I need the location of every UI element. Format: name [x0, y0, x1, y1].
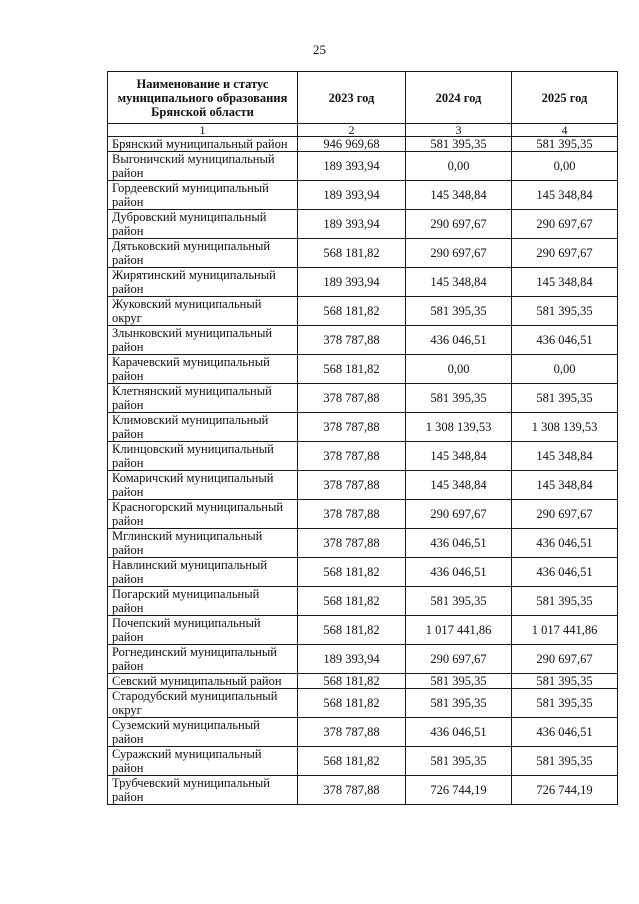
municipality-name: Навлинский муниципальный район	[108, 558, 298, 587]
table-header	[108, 72, 618, 137]
table-row	[108, 616, 618, 645]
value-2024: 581 395,35	[406, 747, 512, 776]
municipality-name: Гордеевский муниципальный район	[108, 181, 298, 210]
value-2025: 145 348,84	[512, 181, 618, 210]
value-2024: 726 744,19	[406, 776, 512, 805]
value-2023: 189 393,94	[298, 152, 406, 181]
value-2023: 378 787,88	[298, 776, 406, 805]
value-2024: 1 308 139,53	[406, 413, 512, 442]
value-2025: 581 395,35	[512, 747, 618, 776]
value-2025: 436 046,51	[512, 529, 618, 558]
value-2025: 581 395,35	[512, 297, 618, 326]
header-2025: 2025 год	[512, 72, 618, 124]
table-row	[108, 471, 618, 500]
value-2024: 581 395,35	[406, 297, 512, 326]
value-2024: 581 395,35	[406, 587, 512, 616]
table-row	[108, 645, 618, 674]
table-row	[108, 137, 618, 152]
value-2025: 1 017 441,86	[512, 616, 618, 645]
table-row	[108, 152, 618, 181]
value-2023: 378 787,88	[298, 413, 406, 442]
municipality-name: Трубчевский муниципальный район	[108, 776, 298, 805]
value-2023: 378 787,88	[298, 384, 406, 413]
value-2024: 290 697,67	[406, 239, 512, 268]
column-number: 3	[406, 124, 512, 137]
municipality-name: Жуковский муниципальный округ	[108, 297, 298, 326]
table-row	[108, 384, 618, 413]
municipality-name: Комаричский муниципальный район	[108, 471, 298, 500]
value-2024: 436 046,51	[406, 326, 512, 355]
value-2024: 145 348,84	[406, 471, 512, 500]
value-2025: 436 046,51	[512, 558, 618, 587]
value-2023: 378 787,88	[298, 529, 406, 558]
municipality-name: Клинцовский муниципальный район	[108, 442, 298, 471]
municipality-name: Дятьковский муниципальный район	[108, 239, 298, 268]
value-2025: 1 308 139,53	[512, 413, 618, 442]
municipality-name: Выгоничский муниципальный район	[108, 152, 298, 181]
header-name: Наименование и статус муниципального образования Брянской области	[108, 72, 298, 124]
table-row	[108, 747, 618, 776]
value-2023: 568 181,82	[298, 689, 406, 718]
value-2025: 581 395,35	[512, 674, 618, 689]
municipality-name: Дубровский муниципальный район	[108, 210, 298, 239]
value-2025: 581 395,35	[512, 587, 618, 616]
value-2023: 378 787,88	[298, 471, 406, 500]
table-row	[108, 776, 618, 805]
page-number: 25	[313, 42, 326, 57]
table-row	[108, 355, 618, 384]
value-2025: 0,00	[512, 152, 618, 181]
value-2024: 436 046,51	[406, 529, 512, 558]
value-2023: 568 181,82	[298, 239, 406, 268]
value-2025: 290 697,67	[512, 645, 618, 674]
table-row	[108, 181, 618, 210]
value-2024: 581 395,35	[406, 674, 512, 689]
value-2023: 568 181,82	[298, 747, 406, 776]
table-row	[108, 689, 618, 718]
value-2024: 145 348,84	[406, 268, 512, 297]
municipality-name: Клетнянский муниципальный район	[108, 384, 298, 413]
value-2023: 378 787,88	[298, 442, 406, 471]
value-2024: 581 395,35	[406, 137, 512, 152]
budget-table	[107, 71, 618, 805]
value-2023: 568 181,82	[298, 297, 406, 326]
table-row	[108, 326, 618, 355]
value-2025: 290 697,67	[512, 210, 618, 239]
value-2025: 0,00	[512, 355, 618, 384]
header-2024: 2024 год	[406, 72, 512, 124]
value-2024: 0,00	[406, 152, 512, 181]
header-2023: 2023 год	[298, 72, 406, 124]
column-number: 4	[512, 124, 618, 137]
municipality-name: Мглинский муниципальный район	[108, 529, 298, 558]
table-row	[108, 297, 618, 326]
table-row	[108, 268, 618, 297]
value-2025: 581 395,35	[512, 137, 618, 152]
value-2023: 189 393,94	[298, 210, 406, 239]
municipality-name: Почепский муниципальный район	[108, 616, 298, 645]
municipality-name: Жирятинский муниципальный район	[108, 268, 298, 297]
value-2023: 189 393,94	[298, 268, 406, 297]
value-2024: 290 697,67	[406, 210, 512, 239]
value-2023: 568 181,82	[298, 355, 406, 384]
table-row	[108, 500, 618, 529]
value-2025: 290 697,67	[512, 500, 618, 529]
value-2025: 581 395,35	[512, 689, 618, 718]
value-2023: 568 181,82	[298, 674, 406, 689]
municipality-name: Севский муниципальный район	[108, 674, 298, 689]
table-row	[108, 718, 618, 747]
municipality-name: Погарский муниципальный район	[108, 587, 298, 616]
municipality-name: Суражский муниципальный район	[108, 747, 298, 776]
municipality-name: Суземский муниципальный район	[108, 718, 298, 747]
municipality-name: Красногорский муниципальный район	[108, 500, 298, 529]
value-2025: 726 744,19	[512, 776, 618, 805]
value-2024: 436 046,51	[406, 558, 512, 587]
municipality-name: Карачевский муниципальный район	[108, 355, 298, 384]
value-2025: 436 046,51	[512, 718, 618, 747]
table-row	[108, 587, 618, 616]
table-row	[108, 442, 618, 471]
value-2024: 145 348,84	[406, 442, 512, 471]
value-2025: 145 348,84	[512, 471, 618, 500]
municipality-name: Рогнединский муниципальный район	[108, 645, 298, 674]
municipality-name: Стародубский муниципальный округ	[108, 689, 298, 718]
value-2024: 436 046,51	[406, 718, 512, 747]
municipality-name: Злынковский муниципальный район	[108, 326, 298, 355]
table-row	[108, 674, 618, 689]
municipality-name: Брянский муниципальный район	[108, 137, 298, 152]
value-2024: 581 395,35	[406, 689, 512, 718]
value-2025: 145 348,84	[512, 442, 618, 471]
value-2024: 1 017 441,86	[406, 616, 512, 645]
column-number: 2	[298, 124, 406, 137]
value-2023: 946 969,68	[298, 137, 406, 152]
table-row	[108, 239, 618, 268]
value-2023: 568 181,82	[298, 587, 406, 616]
value-2023: 189 393,94	[298, 645, 406, 674]
municipality-name: Климовский муниципальный район	[108, 413, 298, 442]
table-row	[108, 210, 618, 239]
table-row	[108, 413, 618, 442]
value-2024: 581 395,35	[406, 384, 512, 413]
value-2023: 378 787,88	[298, 326, 406, 355]
value-2025: 436 046,51	[512, 326, 618, 355]
value-2023: 568 181,82	[298, 558, 406, 587]
value-2024: 0,00	[406, 355, 512, 384]
value-2023: 378 787,88	[298, 718, 406, 747]
column-number: 1	[108, 124, 298, 137]
value-2024: 145 348,84	[406, 181, 512, 210]
value-2024: 290 697,67	[406, 645, 512, 674]
table-row	[108, 558, 618, 587]
value-2023: 189 393,94	[298, 181, 406, 210]
value-2025: 145 348,84	[512, 268, 618, 297]
value-2023: 568 181,82	[298, 616, 406, 645]
table-row	[108, 529, 618, 558]
value-2025: 581 395,35	[512, 384, 618, 413]
value-2024: 290 697,67	[406, 500, 512, 529]
value-2023: 378 787,88	[298, 500, 406, 529]
value-2025: 290 697,67	[512, 239, 618, 268]
table-body	[108, 137, 618, 805]
